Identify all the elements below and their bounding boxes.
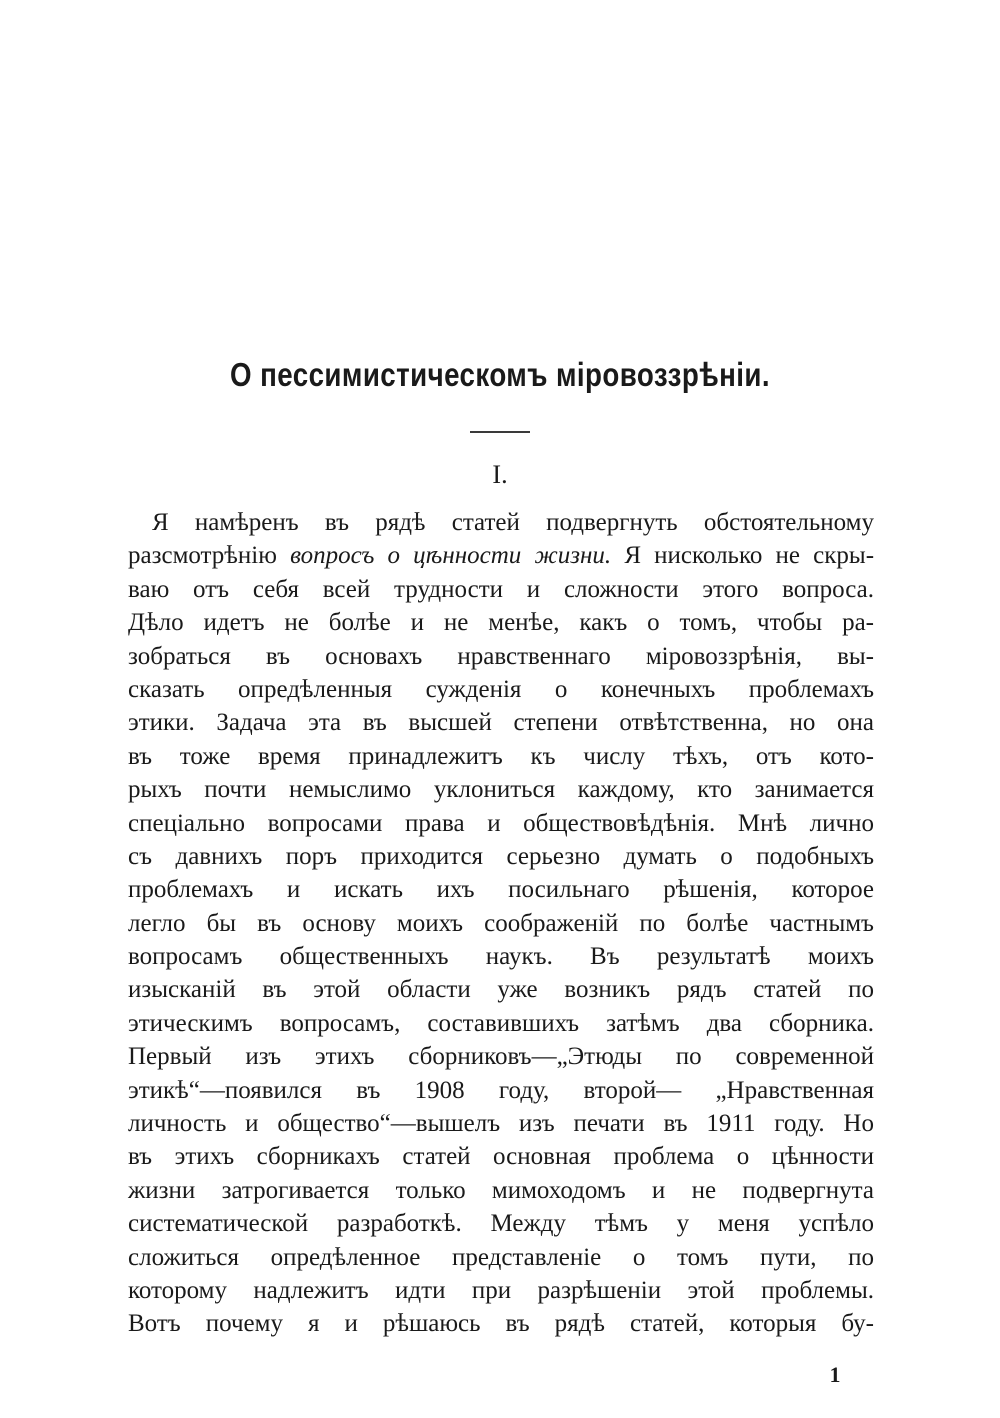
text-line-13: легло бы въ основу моихъ соображеній по болѣе частнымъ xyxy=(128,909,874,937)
text-line-2 xyxy=(128,539,874,572)
text-line-6: сказать опредѣленныя сужденія о конечныхъ проблемахъ xyxy=(128,675,874,703)
text-line-18: этикѣ“—появился въ 1908 году, второй— „Нравственная xyxy=(128,1076,874,1104)
text-line-20: въ этихъ сборникахъ статей основная проблема о цѣнности xyxy=(128,1143,874,1171)
text-line-5: зобраться въ основахъ нравственнаго міровоззрѣнія, вы- xyxy=(128,642,874,670)
text-line-14: вопросамъ общественныхъ наукъ. Въ результатѣ моихъ xyxy=(128,943,874,971)
text-line-25: Вотъ почему я и рѣшаюсь въ рядѣ статей, которыя бу- xyxy=(128,1310,874,1338)
text-line-23: сложиться опредѣленное представленіе о томъ пути, по xyxy=(128,1243,874,1271)
text-line-10: спеціально вопросами права и обществовѣдѣнія. Мнѣ лично xyxy=(128,809,874,837)
text-line-7: этики. Задача эта въ высшей степени отвѣтственна, но она xyxy=(128,709,874,737)
chapter-title: О пессимистическомъ міровоззрѣніи. xyxy=(230,356,770,393)
text-line-9: рыхъ почти немыслимо уклониться каждому, кто занимается xyxy=(128,776,874,804)
text-line-12: проблемахъ и искать ихъ посильнаго рѣшенія, которое xyxy=(128,876,874,904)
text-line-17: Первый изъ этихъ сборниковъ—„Этюды по современной xyxy=(128,1043,874,1071)
text-line-3: ваю отъ себя всей трудности и сложности этого вопроса. xyxy=(128,575,874,603)
text-line-15: изысканій въ этой области уже возникъ рядъ статей по xyxy=(128,976,874,1004)
text-line-4: Дѣло идетъ не болѣе и не менѣе, какъ о томъ, чтобы ра- xyxy=(128,609,874,637)
text-line-1: Я намѣренъ въ рядѣ статей подвергнуть обстоятельному xyxy=(152,509,874,536)
body-text xyxy=(128,506,874,1341)
italic-phrase: вопросъ о цѣнности жизни. xyxy=(290,542,612,570)
section-number: I. xyxy=(492,460,508,489)
page-number: 1 xyxy=(829,1362,841,1387)
title-divider xyxy=(470,431,530,433)
text-line-11: съ давнихъ поръ приходится серьезно думать о подобныхъ xyxy=(128,842,874,870)
text-line-8: въ тоже время принадлежитъ къ числу тѣхъ, отъ кото- xyxy=(128,742,874,770)
text-line-16: этическимъ вопросамъ, составившихъ затѣмъ два сборника. xyxy=(128,1009,874,1037)
text-line-21: жизни затрогивается только мимоходомъ и не подвергнута xyxy=(128,1176,874,1204)
text-line-2-start: разсмотрѣнію xyxy=(128,542,277,570)
text-line-22: систематической разработкѣ. Между тѣмъ у меня успѣло xyxy=(128,1210,874,1238)
text-line-19: личность и общество“—вышелъ изъ печати въ 1911 году. Но xyxy=(128,1110,874,1138)
text-line-2-end: Я нисколько не скры- xyxy=(624,542,875,570)
text-line-24: которому надлежитъ идти при разрѣшеніи этой проблемы. xyxy=(128,1276,874,1304)
